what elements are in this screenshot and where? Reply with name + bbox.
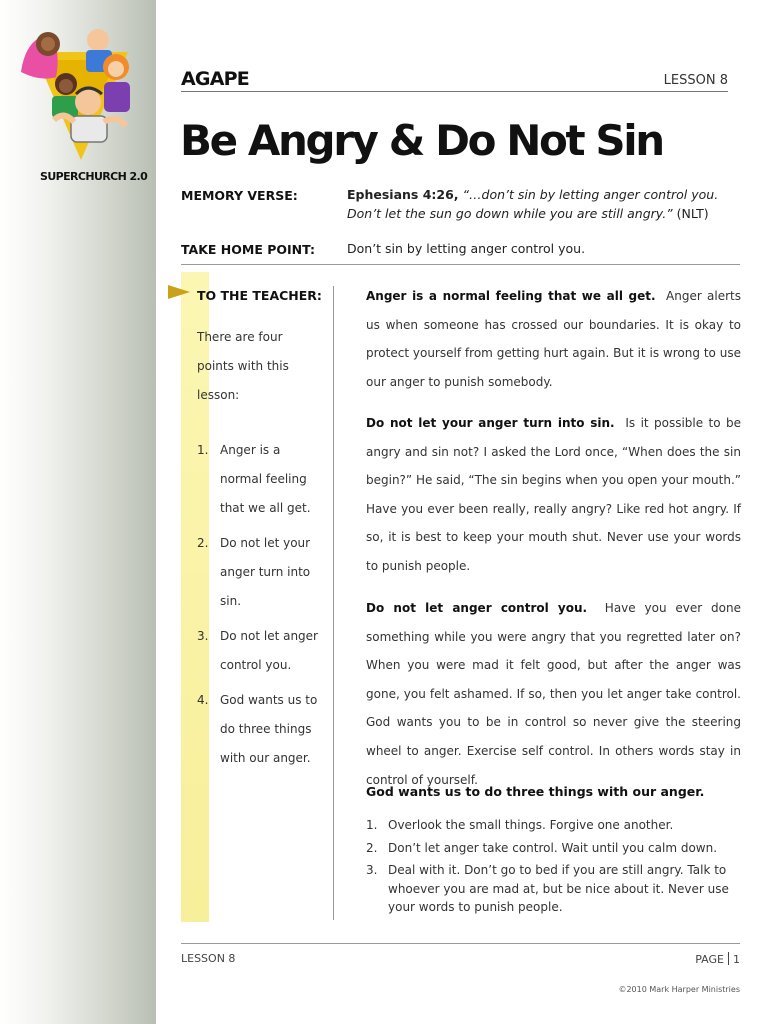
paragraph-anger-normal: Anger is a normal feeling that we all get. Anger alerts us when someone has crossed our boundaries. It is okay to protect yourself from getting hurt again. But it is wrong to use our anger to punish somebody. xyxy=(366,289,741,389)
footer-page: PAGE 1 xyxy=(695,953,740,966)
list-item: 3. Deal with it. Don’t go to bed if you are still angry. Talk to whoever you are mad at, but be nice about it. Never use your words to punish people. xyxy=(366,863,729,914)
copyright-notice: ©2010 Mark Harper Ministries xyxy=(618,985,740,994)
list-item: 2. Do not let your anger turn into sin. xyxy=(197,536,311,608)
header-divider xyxy=(181,91,728,92)
program-name: AGAPE xyxy=(181,68,249,90)
page-separator xyxy=(728,952,729,965)
list-item: 3. Do not let anger control you. xyxy=(197,629,318,672)
memory-verse-version: (NLT) xyxy=(676,206,709,221)
take-home-label: TAKE HOME POINT: xyxy=(181,242,315,257)
three-things-heading: God wants us to do three things with our anger. xyxy=(366,784,705,799)
memory-verse-text: “…don’t sin by letting anger control you. Don’t let the sun go down while you are still angry.” xyxy=(347,187,719,221)
memory-verse-reference: Ephesians 4:26, xyxy=(347,187,459,202)
memory-verse-value xyxy=(347,185,740,223)
lesson-number: LESSON 8 xyxy=(663,73,728,88)
section-divider xyxy=(181,264,740,265)
list-item: 4. God wants us to do three things with our anger. xyxy=(197,693,318,765)
list-item: 1. Anger is a normal feeling that we all get. xyxy=(197,443,311,515)
arrow-pointer-icon xyxy=(168,285,190,299)
brand-label: SUPERCHURCH 2.0 xyxy=(40,170,148,183)
teacher-label: TO THE TEACHER: xyxy=(197,288,322,303)
three-things-list xyxy=(366,816,741,921)
take-home-text: Don’t sin by letting anger control you. xyxy=(347,241,586,256)
sidebar xyxy=(0,0,156,1024)
list-item: 2. Don’t let anger take control. Wait until you calm down. xyxy=(366,840,718,855)
column-divider xyxy=(333,286,334,920)
memory-verse-label: MEMORY VERSE: xyxy=(181,188,298,203)
footer-lesson: LESSON 8 xyxy=(181,952,236,965)
paragraph-anger-control: Do not let anger control you. Have you ever done something while you were angry that you regretted later on? When you were mad it felt good, but after the anger was gone, you felt ashamed. If so, then you let anger take control. God wants you to be in control so never give the steering wheel to anger. Exercise self control. In others words stay in control of yourself. xyxy=(366,601,741,787)
kids-logo-illustration xyxy=(16,22,146,162)
paragraph-anger-sin: Do not let your anger turn into sin. Is it possible to be angry and sin not? I asked the Lord once, “When does the sin begin?” He said, “The sin begins when you open your mouth.” Have you ever been really, really angry? Like red hot angry. If so, it is best to keep your mouth shut. Never use your words to punish people. xyxy=(366,416,741,573)
teacher-points-list xyxy=(197,436,325,779)
teacher-intro: There are four points with this lesson: xyxy=(197,330,289,402)
page-title: Be Angry & Do Not Sin xyxy=(180,116,663,165)
footer-divider xyxy=(181,943,740,944)
list-item: 1. Overlook the small things. Forgive one another. xyxy=(366,818,674,832)
